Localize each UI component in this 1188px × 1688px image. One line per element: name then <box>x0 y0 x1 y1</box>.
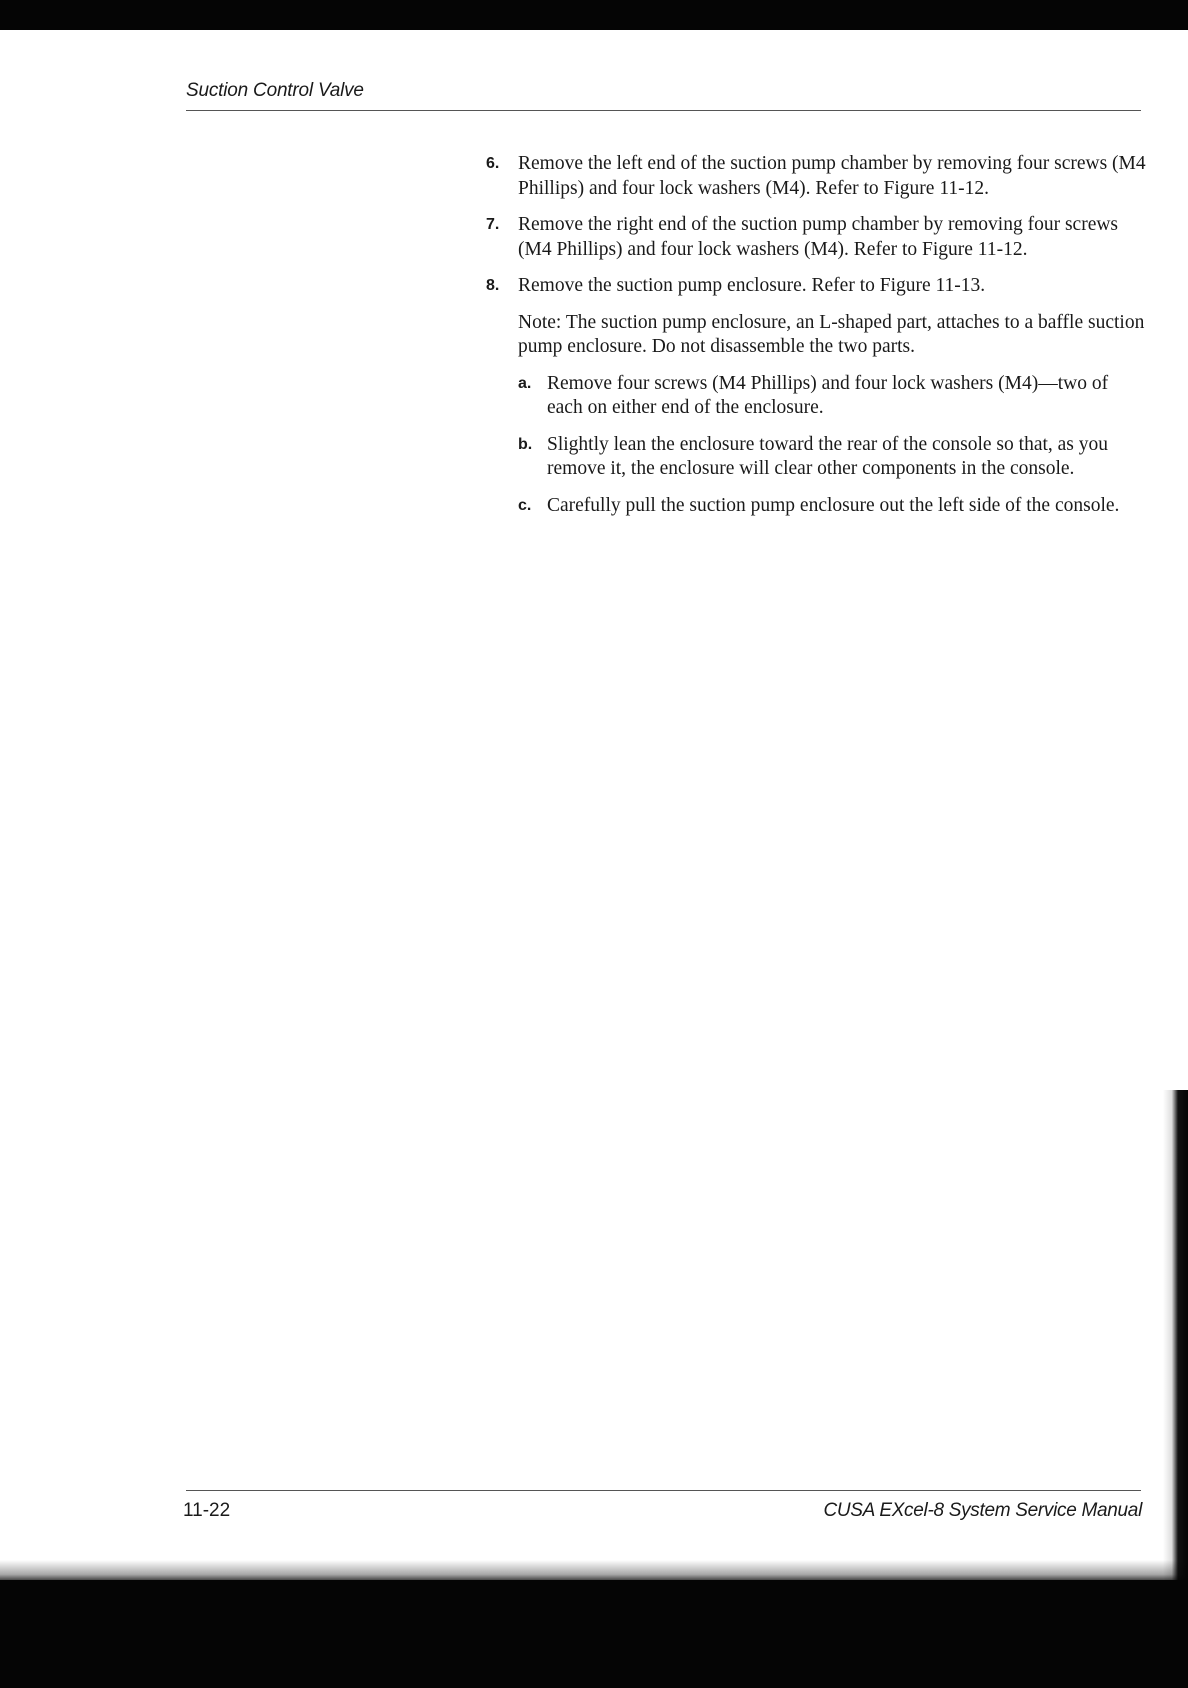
substep <box>518 433 1146 482</box>
substep-text: Slightly lean the enclosure toward the rear of the console so that, as you remove it, the enclosure will clear other components in the console. <box>547 433 1109 479</box>
footer-rule <box>186 1490 1141 1491</box>
page-number: 11-22 <box>183 1500 231 1521</box>
running-head: Suction Control Valve <box>186 80 364 101</box>
step-number: 6. <box>486 155 500 172</box>
procedure-content <box>486 152 1146 530</box>
substep-letter: a. <box>518 374 532 392</box>
scan-border-top <box>0 0 1188 30</box>
header-rule <box>186 110 1141 111</box>
substep-text: Remove four screws (M4 Phillips) and four lock washers (M4)—two of each on either end of the enclosure. <box>547 372 1109 418</box>
scan-border-bottom <box>0 1580 1188 1688</box>
procedure-step <box>486 213 1146 262</box>
substep-letter: c. <box>518 496 532 514</box>
procedure-step <box>486 274 1146 299</box>
step-text: Remove the left end of the suction pump chamber by removing four screws (M4 Phillips) and four lock washers (M4). Refer to Figure 11-12. <box>518 153 1146 199</box>
substep-text: Carefully pull the suction pump enclosure out the left side of the console. <box>547 494 1120 516</box>
manual-title: CUSA EXcel-8 System Service Manual <box>823 1500 1142 1521</box>
step-note: Note: The suction pump enclosure, an L-shaped part, attaches to a baffle suction pump enclosure. Do not disassemble the two parts. <box>518 311 1145 357</box>
substep-list <box>486 372 1146 519</box>
step-number: 8. <box>486 277 500 294</box>
step-text: Remove the suction pump enclosure. Refer to Figure 11-13. <box>518 275 986 296</box>
substep <box>518 372 1146 421</box>
substep <box>518 494 1146 519</box>
procedure-step <box>486 152 1146 201</box>
step-number: 7. <box>486 216 500 233</box>
substep-letter: b. <box>518 435 533 453</box>
step-text: Remove the right end of the suction pump chamber by removing four screws (M4 Phillips) and four lock washers (M4). Refer to Figure 11-12. <box>518 214 1119 260</box>
scan-border-right <box>1163 1090 1188 1610</box>
